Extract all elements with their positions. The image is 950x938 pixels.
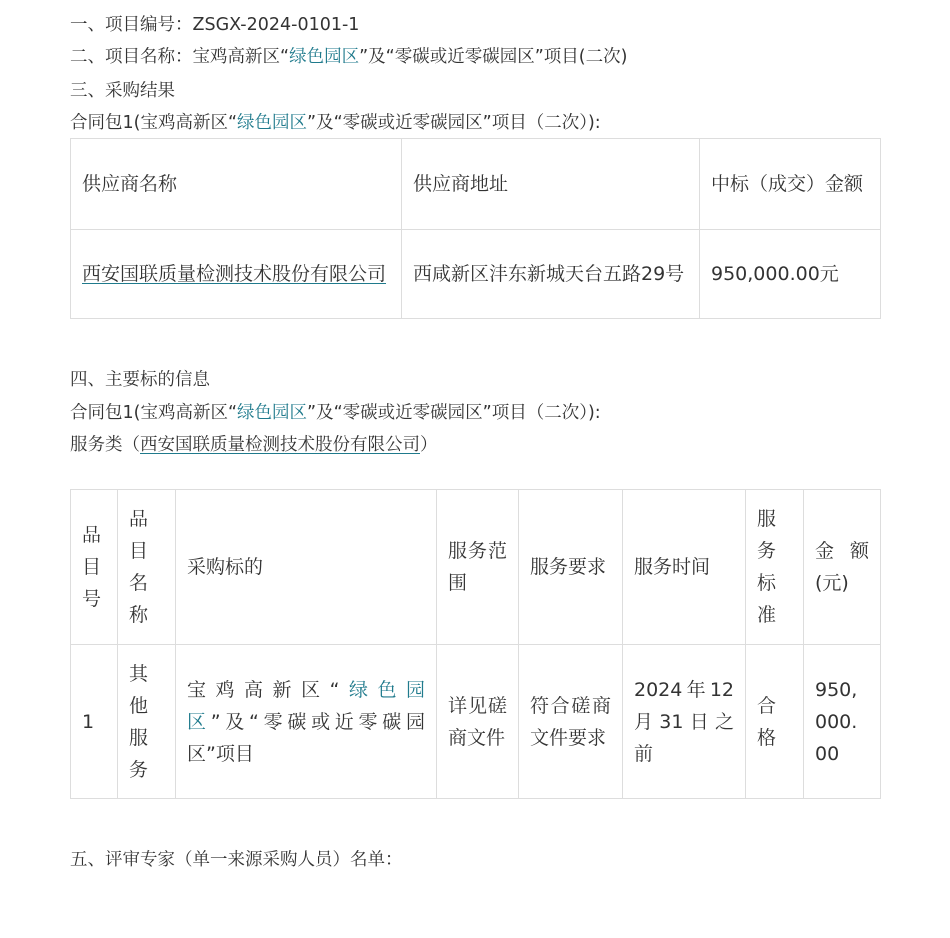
service-type-post: ）	[420, 435, 438, 455]
item-table-header-row	[71, 490, 881, 645]
target-rest: ”及“零碳或近零碳园区”项目	[187, 710, 425, 765]
service-time-cell: 2024年12月31日之前	[623, 645, 746, 799]
item-name-cell: 其他服务	[118, 645, 176, 799]
contract-package-rest: ”及“零碳或近零碳园区”项目（二次）):	[307, 403, 601, 423]
green-park-link[interactable]: 绿色园区	[237, 403, 308, 423]
supplier-name-link[interactable]: 西安国联质量检测技术股份有限公司	[82, 263, 387, 285]
result-table-row	[71, 230, 881, 319]
header-service-standard: 服务标准	[746, 490, 804, 645]
header-bid-amount: 中标（成交）金额	[700, 139, 881, 230]
project-number-value: ZSGX-2024-0101-1	[192, 15, 360, 35]
section-procurement-result-heading: 三、采购结果	[70, 81, 175, 101]
project-name-line	[70, 45, 627, 69]
section-review-experts-heading: 五、评审专家（单一来源采购人员）名单：	[70, 850, 403, 870]
item-table	[70, 489, 881, 799]
service-standard-cell: 合格	[746, 645, 804, 799]
project-number-line	[70, 13, 359, 37]
project-name-rest: ”及“零碳或近零碳园区”项目(二次)	[359, 47, 628, 67]
header-service-scope: 服务范围	[437, 490, 519, 645]
green-park-link[interactable]: 绿色园区	[289, 47, 360, 67]
result-table	[70, 138, 881, 319]
header-supplier-address: 供应商地址	[402, 139, 700, 230]
supplier-name-cell	[71, 230, 402, 319]
contract-package-line	[70, 111, 601, 135]
header-supplier-name: 供应商名称	[71, 139, 402, 230]
section-main-items-heading: 四、主要标的信息	[70, 370, 210, 390]
amount-cell: 950,000.00	[804, 645, 881, 799]
service-type-line	[70, 433, 438, 457]
contract-package-pre: 合同包1(宝鸡高新区“	[70, 403, 238, 423]
header-item-name: 品目名称	[118, 490, 176, 645]
procurement-target-cell	[176, 645, 437, 799]
project-number-label: 一、项目编号：	[70, 15, 193, 35]
supplier-address-cell: 西咸新区沣东新城天台五路29号	[402, 230, 700, 319]
header-item-number: 品目号	[71, 490, 118, 645]
service-requirement-cell: 符合磋商文件要求	[519, 645, 623, 799]
green-park-link[interactable]: 绿色园区	[187, 678, 425, 733]
item-number-cell: 1	[71, 645, 118, 799]
item-table-row	[71, 645, 881, 799]
service-type-pre: 服务类（	[70, 435, 140, 455]
header-service-time: 服务时间	[623, 490, 746, 645]
header-amount: 金额(元)	[804, 490, 881, 645]
green-park-link[interactable]: 绿色园区	[237, 113, 308, 133]
header-service-requirement: 服务要求	[519, 490, 623, 645]
header-procurement-target: 采购标的	[176, 490, 437, 645]
service-company-link[interactable]: 西安国联质量检测技术股份有限公司	[140, 435, 420, 455]
contract-package-line-2	[70, 401, 601, 425]
bid-amount-cell: 950,000.00元	[700, 230, 881, 319]
service-scope-cell: 详见磋商文件	[437, 645, 519, 799]
result-table-header-row	[71, 139, 881, 230]
project-name-label: 二、项目名称：宝鸡高新区“	[70, 47, 290, 67]
target-pre: 宝鸡高新区“	[187, 678, 340, 701]
contract-package-rest: ”及“零碳或近零碳园区”项目（二次）):	[307, 113, 601, 133]
contract-package-pre: 合同包1(宝鸡高新区“	[70, 113, 238, 133]
